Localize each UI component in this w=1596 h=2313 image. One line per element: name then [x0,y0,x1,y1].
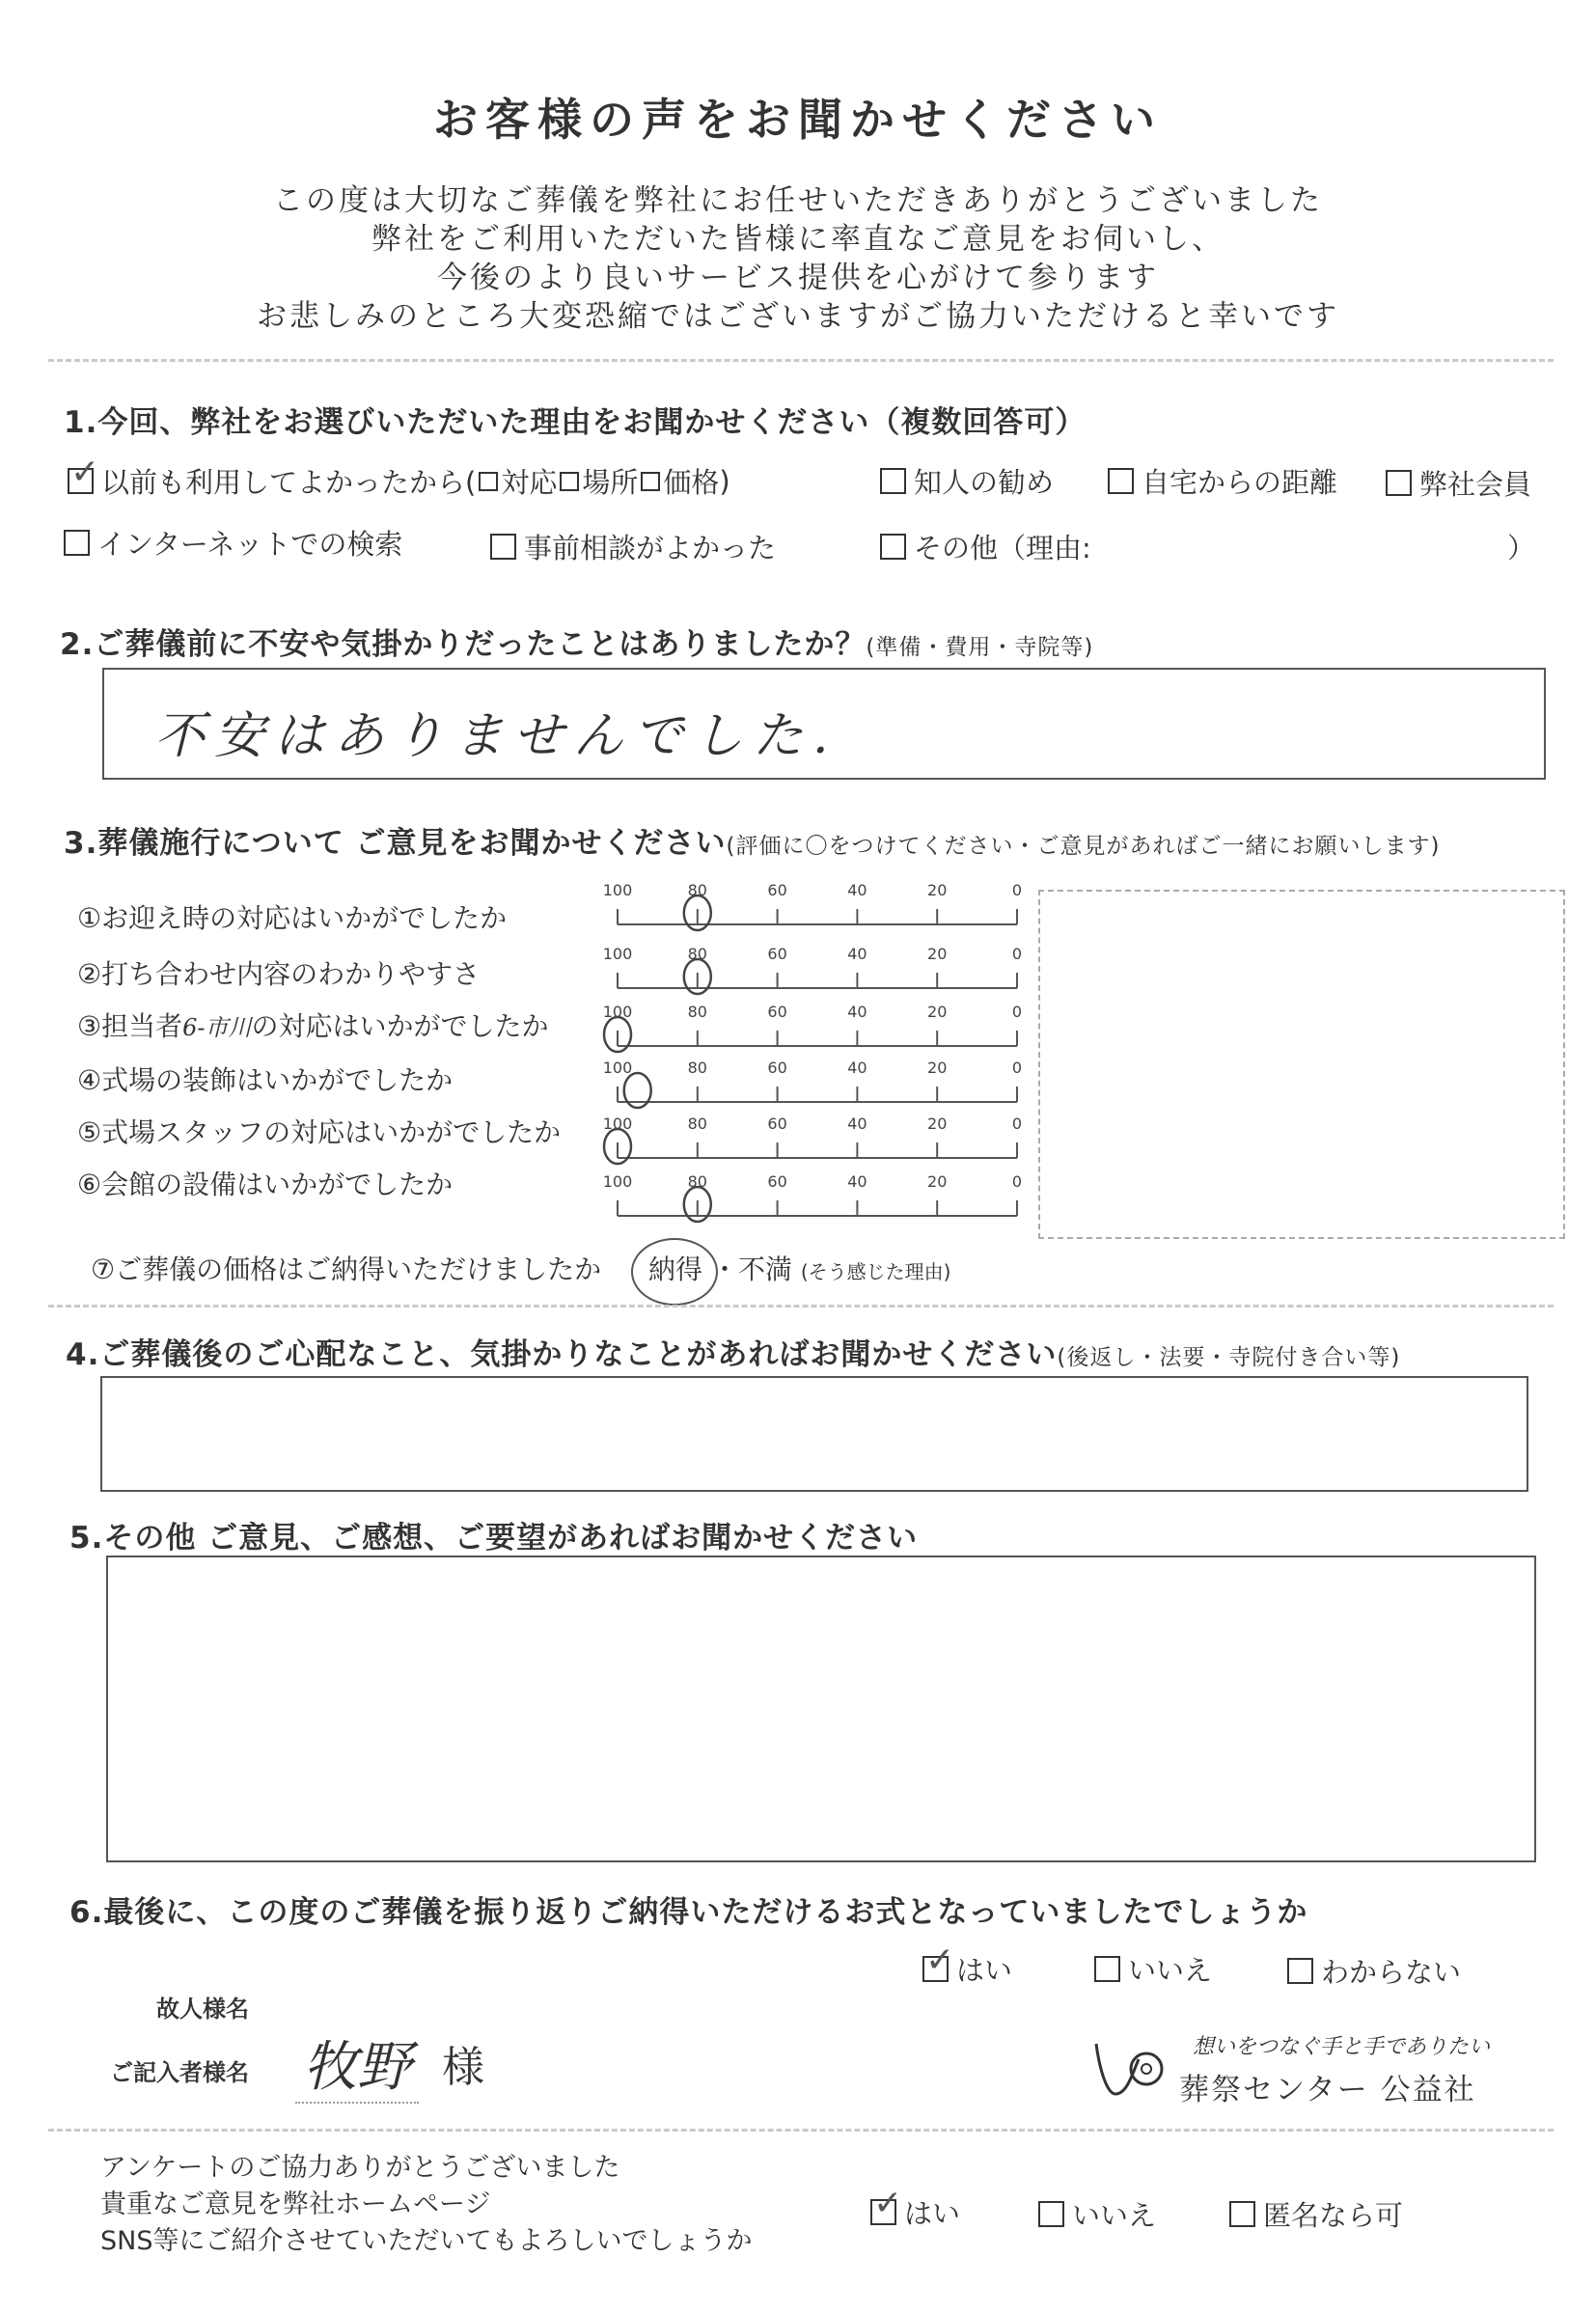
checkbox-icon[interactable] [490,534,516,560]
q2-title [60,620,1093,663]
q1-other-close: ） [1507,532,1536,564]
paren-close: ) [719,464,730,498]
scale-tick-label: 100 [602,1059,633,1077]
rating-scale-2[interactable] [602,940,1044,1000]
option-label: その他（理由: [914,532,1091,564]
scale-tick-label: 80 [687,881,707,899]
q3-price-option-satisfied[interactable] [648,1253,711,1285]
scale-tick-label: 40 [847,1115,867,1133]
divider [48,2129,1554,2132]
rating-scale-1[interactable] [602,876,1044,936]
checkbox-icon[interactable] [1386,470,1412,496]
scale-tick-label: 60 [767,1003,787,1021]
scale-tick-label: 20 [927,1172,948,1191]
footer-line-2: 貴重なご意見を弊社ホームページ [100,2189,491,2219]
option-label: 事前相談がよかった [524,532,777,564]
rating-scale-3[interactable] [602,998,1044,1058]
scale-tick-label: 60 [767,1172,787,1191]
scale-tick-label: 80 [687,1172,707,1191]
footer-option-yes[interactable] [870,2192,960,2232]
checkbox-icon[interactable] [922,1956,949,1982]
scale-tick-label: 100 [602,945,633,963]
scale-tick-label: 80 [687,1003,707,1021]
company-logo-icon [1088,2034,1175,2102]
q1-option-internet[interactable] [64,523,402,563]
checkbox-icon[interactable] [1287,1958,1313,1984]
q2-note: (準備・費用・寺院等) [866,635,1094,660]
q3-item-1: ①お迎え時の対応はいかがでしたか [77,902,508,934]
q3-comment-box[interactable] [1038,890,1565,1239]
scale-tick-label: 60 [767,945,787,963]
q6-option-yes[interactable] [922,1949,1012,1989]
q3-item-3 [77,1005,549,1044]
intro-line-2: 弊社をご利用いただいた皆様に率直なご意見をお伺いし、 [371,222,1225,257]
scale-tick-label: 40 [847,1172,867,1191]
q4-answer-box[interactable] [100,1376,1528,1492]
q5-title: 5.その他 ご意見、ご感想、ご要望があればお聞かせください [69,1521,919,1556]
scale-tick-label: 0 [1011,1059,1023,1077]
scale-tick-label: 60 [767,1059,787,1077]
scale-tick-label: 100 [602,1003,633,1021]
q3-item-6: ⑥会館の設備はいかがでしたか [77,1169,454,1200]
checkbox-icon[interactable] [560,472,579,491]
q3-title [64,818,1440,862]
scale-tick-label: 40 [847,1003,867,1021]
q3-item-3-suffix: の対応はいかがでしたか [251,1010,549,1042]
scale-tick-label: 40 [847,945,867,963]
option-label: 知人の勧め [914,466,1055,499]
scale-tick-label: 0 [1011,1003,1023,1021]
q1-title: 1.今回、弊社をお選びいただいた理由をお聞かせください（複数回答可） [64,405,1087,440]
checkbox-icon[interactable] [1229,2201,1255,2227]
q1-option-acquaintance[interactable] [880,461,1054,501]
option-label: はい [956,1954,1013,1987]
q2-answer-box[interactable] [102,668,1546,780]
scale-tick-label: 80 [687,945,707,963]
separator: ・ [710,1253,738,1285]
checkbox-icon[interactable] [1038,2201,1064,2227]
scale-tick-label: 100 [602,1172,633,1191]
q3-note: (評価に〇をつけてください・ご意見があればご一緒にお願いします) [726,834,1441,859]
option-label: 以前も利用してよかったから( [101,466,477,499]
q3-price-label: ⑦ご葬儀の価格はご納得いただけましたか [91,1253,602,1285]
intro-line-3: 今後のより良いサービス提供を心がけて参ります [437,261,1159,295]
company-tagline: 想いをつなぐ手と手でありたい [1193,2035,1491,2059]
scale-tick-label: 20 [927,1059,948,1077]
scale-tick-label: 60 [767,881,787,899]
q3-price-reason-note: (そう感じた理由) [800,1260,951,1283]
honorific: 様 [442,2043,484,2092]
q1-option-consultation[interactable] [490,527,776,566]
sub-option-label: 対応 [501,466,558,499]
q2-answer-text: 不安はありませんでした. [154,707,839,765]
q3-item-3-staff-name: 6-市川 [182,1014,252,1041]
page-title: お客様の声をお聞かせください [433,94,1163,146]
writer-name-label: ご記入者様名 [110,2059,249,2086]
selection-circle-icon [631,1238,718,1306]
q3-title-text: 3.葬儀施行について ご意見をお聞かせください [64,826,727,861]
checkbox-icon[interactable] [641,472,660,491]
sub-option-label: 価格 [663,466,720,499]
scale-tick-label: 0 [1011,1172,1023,1191]
q1-option-distance[interactable] [1108,461,1337,501]
scale-tick-label: 0 [1011,945,1023,963]
scale-tick-label: 100 [602,881,633,899]
sub-option-label: 場所 [582,466,639,499]
option-label: いいえ [1128,1954,1213,1987]
q3-item-4: ④式場の装飾はいかがでしたか [77,1064,454,1096]
q1-option-previous[interactable] [68,461,730,501]
q1-option-member[interactable] [1386,463,1531,503]
option-label: 弊社会員 [1419,468,1532,501]
divider [48,1305,1554,1308]
divider [48,359,1554,362]
q3-item-2: ②打ち合わせ内容のわかりやすさ [77,958,481,990]
q5-answer-box[interactable] [106,1556,1536,1862]
scale-tick-label: 40 [847,881,867,899]
footer-option-anonymous[interactable] [1229,2194,1403,2234]
checkbox-icon[interactable] [880,534,906,560]
q3-item-5: ⑤式場スタッフの対応はいかがでしたか [77,1116,562,1148]
rating-scale-6[interactable] [602,1168,1044,1227]
option-label: はい [904,2197,961,2230]
scale-tick-label: 20 [927,1003,948,1021]
q6-option-no[interactable] [1094,1949,1212,1989]
option-label: 納得 [648,1253,703,1285]
scale-tick-label: 40 [847,1059,867,1077]
q3-price-option-dissatisfied[interactable]: 不満 [737,1253,792,1285]
q1-option-other[interactable] [880,527,1091,566]
q3-item-3-label: ③担当者 [77,1010,183,1042]
q4-note: (後返し・法要・寺院付き合い等) [1057,1345,1401,1370]
option-label: 自宅からの距離 [1142,466,1338,499]
option-label: 匿名なら可 [1263,2199,1404,2232]
writer-name-value[interactable]: 牧野 [295,2024,419,2104]
deceased-name-label: 故人様名 [156,1996,249,2023]
footer-option-no[interactable] [1038,2194,1156,2234]
scale-tick-label: 20 [927,1115,948,1133]
scale-tick-label: 100 [602,1115,633,1133]
checkbox-icon[interactable] [1094,1956,1120,1982]
footer-line-3: SNS等にご紹介させていただいてもよろしいでしょうか [100,2226,753,2256]
scale-tick-label: 20 [927,945,948,963]
checkbox-icon[interactable] [870,2199,896,2225]
scale-tick-label: 0 [1011,881,1023,899]
scale-tick-label: 60 [767,1115,787,1133]
company-name: 葬祭センター 公益社 [1179,2073,1476,2107]
intro-line-4: お悲しみのところ大変恐縮ではございますがご協力いただけると幸いです [257,299,1339,334]
checkbox-icon[interactable] [880,468,906,494]
scale-tick-label: 0 [1011,1115,1023,1133]
checkbox-icon[interactable] [64,530,90,556]
q6-option-unknown[interactable] [1287,1951,1461,1991]
scale-tick-label: 80 [687,1059,707,1077]
checkbox-icon[interactable] [68,468,94,494]
q6-title: 6.最後に、この度のご葬儀を振り返りご納得いただけるお式となっていましたでしょうか [69,1895,1308,1930]
q4-title-text: 4.ご葬儀後のご心配なこと、気掛かりなことがあればお聞かせください [66,1337,1058,1372]
footer-line-1: アンケートのご協力ありがとうございました [100,2153,620,2183]
option-label: わからない [1321,1956,1462,1989]
rating-scale-4[interactable] [602,1054,1044,1114]
option-label: いいえ [1072,2199,1157,2232]
q4-title [66,1330,1400,1373]
q3-price-question [91,1249,950,1287]
q2-title-text: 2.ご葬儀前に不安や気掛かりだったことはありましたか？ [60,627,867,662]
scale-tick-label: 20 [927,881,948,899]
intro-line-1: この度は大切なご葬儀を弊社にお任せいただきありがとうございました [273,183,1323,218]
rating-scale-5[interactable] [602,1110,1044,1170]
option-label: インターネットでの検索 [97,528,403,561]
scale-tick-label: 80 [687,1115,707,1133]
checkbox-icon[interactable] [1108,468,1134,494]
checkbox-icon[interactable] [479,472,498,491]
